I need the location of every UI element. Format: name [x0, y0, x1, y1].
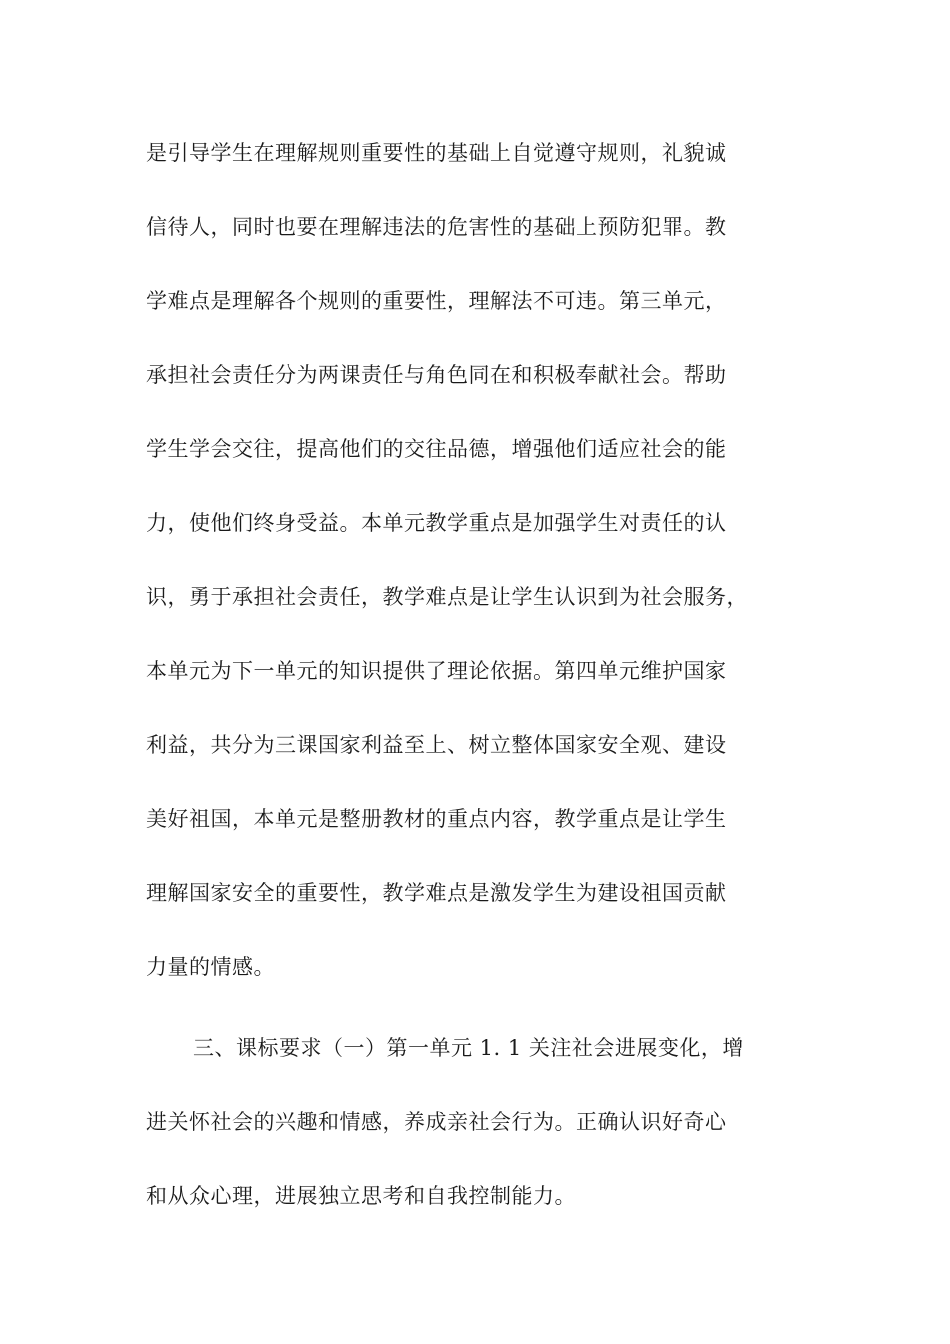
- text-line: 是引导学生在理解规则重要性的基础上自觉遵守规则，礼貌诚: [146, 141, 727, 165]
- text-line: 识，勇于承担社会责任，教学难点是让学生认识到为社会服务，: [146, 585, 748, 609]
- text-line: 本单元为下一单元的知识提供了理论依据。第四单元维护国家: [146, 659, 727, 683]
- text-line: 学生学会交往，提高他们的交往品德，增强他们适应社会的能: [146, 437, 727, 461]
- text-line: 学难点是理解各个规则的重要性，理解法不可违。第三单元，: [146, 289, 727, 313]
- text-line: 和从众心理，进展独立思考和自我控制能力。: [146, 1184, 576, 1208]
- text-line: 承担社会责任分为两课责任与角色同在和积极奉献社会。帮助: [146, 363, 727, 387]
- text-line: 进关怀社会的兴趣和情感，养成亲社会行为。正确认识好奇心: [146, 1110, 727, 1134]
- text-line: 理解国家安全的重要性，教学难点是激发学生为建设祖国贡献: [146, 881, 727, 905]
- text-line: 信待人，同时也要在理解违法的危害性的基础上预防犯罪。教: [146, 215, 727, 239]
- text-line: 美好祖国，本单元是整册教材的重点内容，教学重点是让学生: [146, 807, 727, 831]
- section-heading-line: 三、课标要求（一）第一单元 1. 1 关注社会进展变化，增: [193, 1036, 744, 1060]
- text-line: 利益，共分为三课国家利益至上、树立整体国家安全观、建设: [146, 733, 727, 757]
- text-line: 力，使他们终身受益。本单元教学重点是加强学生对责任的认: [146, 511, 727, 535]
- text-line: 力量的情感。: [146, 955, 275, 979]
